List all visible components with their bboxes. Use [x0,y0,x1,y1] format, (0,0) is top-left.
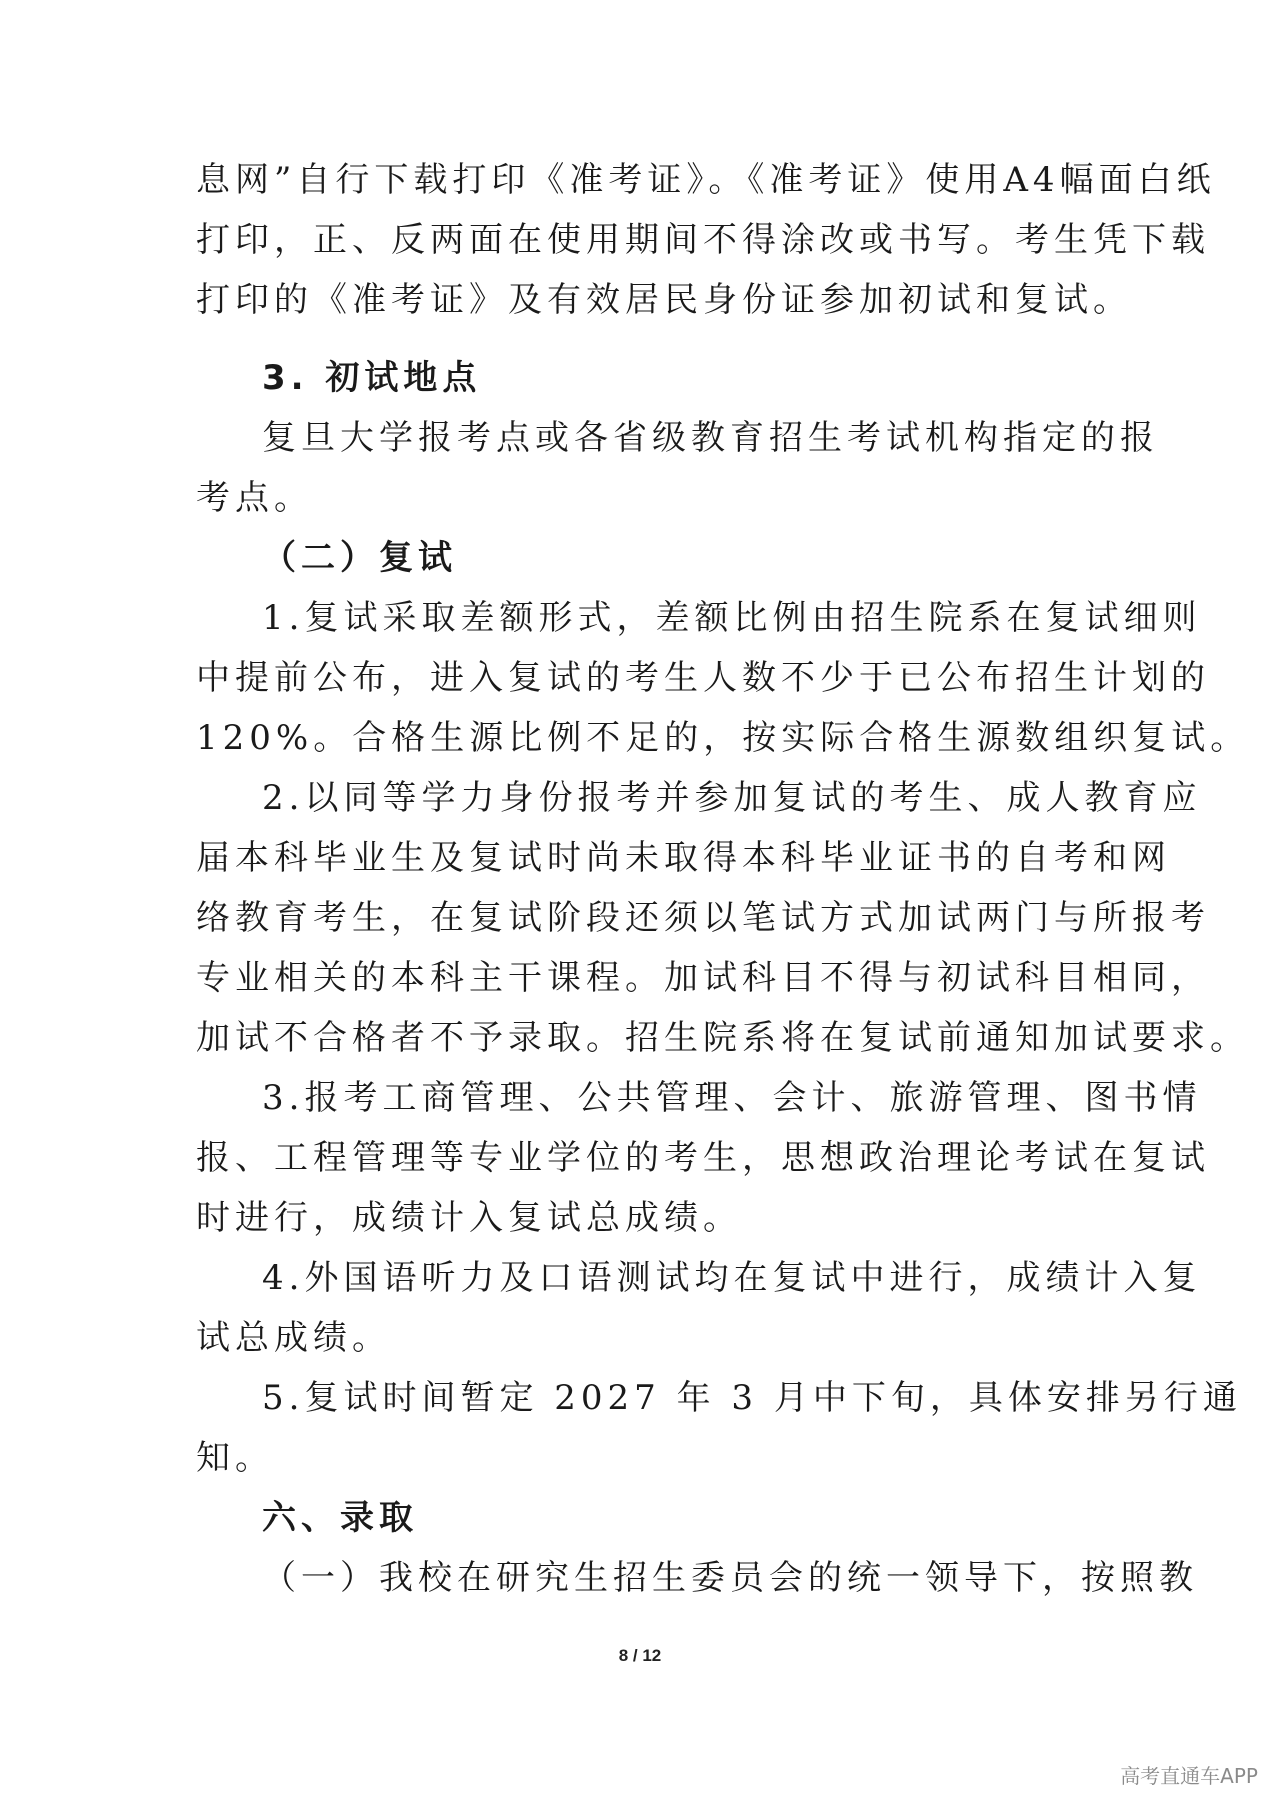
body-text-line: 打印的《准考证》及有效居民身份证参加初试和复试。 [196,280,1132,320]
body-text-line: 息网”自行下载打印《准考证》。《准考证》使用A4幅面白纸 [196,160,1216,200]
body-text-line: 打印，正、反两面在使用期间不得涂改或书写。考生凭下载 [196,220,1210,260]
body-text-line: 4.外国语听力及口语测试均在复试中进行，成绩计入复 [262,1258,1202,1298]
body-text-line: 2.以同等学力身份报考并参加复试的考生、成人教育应 [262,778,1202,818]
body-text-line: 络教育考生，在复试阶段还须以笔试方式加试两门与所报考 [196,898,1210,938]
body-text-line: 5.复试时间暂定 2027 年 3 月中下旬，具体安排另行通 [262,1378,1242,1418]
body-text-line: 考点。 [196,478,313,518]
body-text-line: 120%。合格生源比例不足的，按实际合格生源数组织复试。 [196,718,1250,758]
body-text-line: 复旦大学报考点或各省级教育招生考试机构指定的报 [262,418,1159,458]
page-number: 8 / 12 [618,1646,662,1665]
watermark-text: 高考直通车APP [1120,1764,1258,1788]
section-heading: （二）复试 [262,538,457,578]
body-text-line: 时进行，成绩计入复试总成绩。 [196,1198,742,1238]
body-text-line: 3.报考工商管理、公共管理、会计、旅游管理、图书情 [262,1078,1202,1118]
body-text-line: 报、工程管理等专业学位的考生，思想政治理论考试在复试 [196,1138,1210,1178]
body-text-line: 中提前公布，进入复试的考生人数不少于已公布招生计划的 [196,658,1210,698]
body-text-line: 1.复试采取差额形式，差额比例由招生院系在复试细则 [262,598,1202,638]
body-text-line: 加试不合格者不予录取。招生院系将在复试前通知加试要求。 [196,1018,1249,1058]
body-text-line: 届本科毕业生及复试时尚未取得本科毕业证书的自考和网 [196,838,1171,878]
body-text-line: 试总成绩。 [196,1318,391,1358]
body-text-line: 知。 [196,1438,274,1478]
body-text-line: 专业相关的本科主干课程。加试科目不得与初试科目相同， [196,958,1210,998]
section-heading: 3. 初试地点 [262,358,482,398]
body-text-line: （一）我校在研究生招生委员会的统一领导下，按照教 [262,1558,1198,1598]
section-heading: 六、录取 [262,1498,418,1538]
